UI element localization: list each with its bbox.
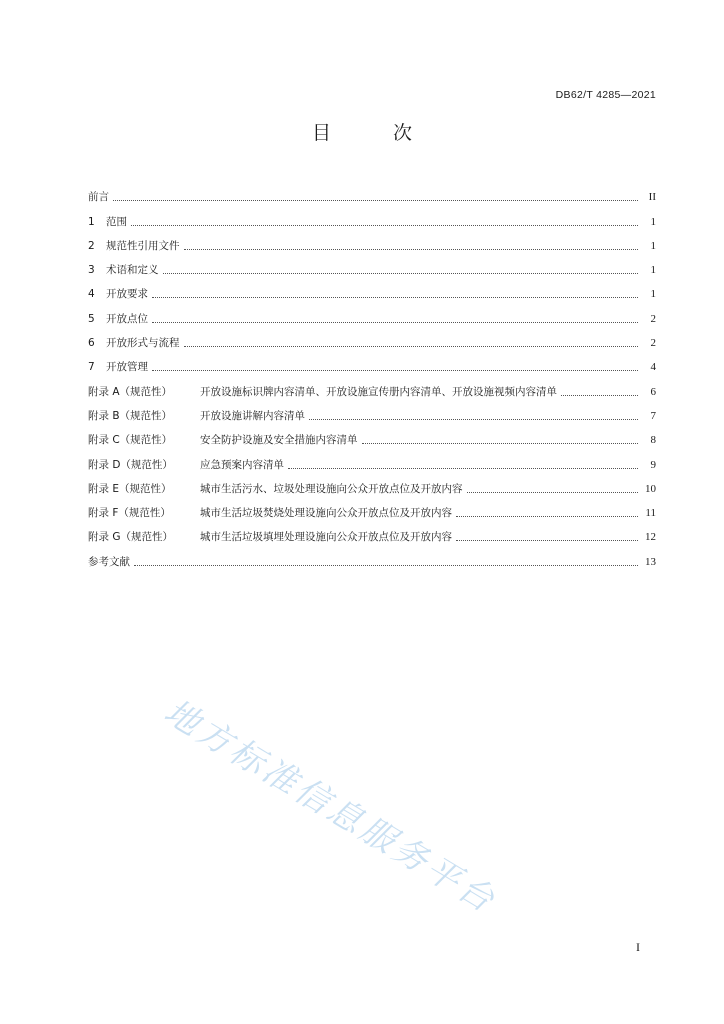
- toc-entry[interactable]: [88, 301, 656, 325]
- toc-entry[interactable]: [88, 399, 656, 423]
- toc-entry[interactable]: [88, 472, 656, 496]
- toc-entry-page: 1: [650, 215, 656, 228]
- toc-entry-page: 12: [645, 531, 656, 544]
- toc-entry-page: 11: [645, 507, 656, 520]
- toc-entry[interactable]: [88, 544, 656, 568]
- toc-entry[interactable]: [88, 520, 656, 544]
- toc-entry-label: 参考文献: [88, 555, 130, 568]
- toc-entry[interactable]: [88, 423, 656, 447]
- toc-entry-label: 附录 G（规范性）: [88, 531, 173, 544]
- toc-entry-subtitle: 城市生活垃圾填埋处理设施向公众开放点位及开放内容: [200, 531, 452, 544]
- toc-entry-subtitle: 城市生活污水、垃圾处理设施向公众开放点位及开放内容: [200, 482, 463, 495]
- toc-entry-page: 13: [645, 555, 656, 568]
- toc-entry-label: 开放点位: [106, 312, 148, 325]
- toc-dot-leader: [163, 273, 639, 274]
- toc-dot-leader: [561, 395, 638, 396]
- toc-dot-leader: [467, 492, 639, 493]
- toc-entry-number: 7: [88, 361, 95, 374]
- toc-entry-number: 1: [88, 215, 95, 228]
- toc-entry-subtitle: 安全防护设施及安全措施内容清单: [200, 434, 358, 447]
- toc-entry-label: 规范性引用文件: [106, 239, 180, 252]
- toc-entry-label: 附录 A（规范性）: [88, 385, 173, 398]
- toc-entry[interactable]: [88, 204, 656, 228]
- toc-dot-leader: [131, 225, 638, 226]
- toc-entry-label: 前言: [88, 191, 109, 204]
- toc-entry-page: 1: [650, 239, 656, 252]
- toc-entry-label: 附录 E（规范性）: [88, 482, 172, 495]
- toc-entry-subtitle: 城市生活垃圾焚烧处理设施向公众开放点位及开放内容: [200, 507, 452, 520]
- toc-entry-label: 附录 B（规范性）: [88, 409, 173, 422]
- toc-entry-page: 2: [650, 337, 656, 350]
- table-of-contents: [88, 180, 656, 569]
- toc-entry-page: 6: [650, 385, 656, 398]
- toc-entry-page: 1: [650, 288, 656, 301]
- toc-entry-page: 2: [650, 312, 656, 325]
- toc-entry[interactable]: [88, 350, 656, 374]
- toc-entry[interactable]: [88, 374, 656, 398]
- toc-entry[interactable]: [88, 326, 656, 350]
- watermark: 地方标准信息服务平台: [157, 691, 504, 922]
- toc-entry-subtitle: 应急预案内容清单: [200, 458, 284, 471]
- toc-dot-leader: [456, 540, 638, 541]
- toc-dot-leader: [152, 322, 638, 323]
- toc-entry-label: 范围: [106, 215, 127, 228]
- toc-entry-number: 4: [88, 288, 95, 301]
- toc-entry-subtitle: 开放设施标识牌内容清单、开放设施宣传册内容清单、开放设施视频内容清单: [200, 385, 557, 398]
- toc-entry-label: 附录 F（规范性）: [88, 507, 171, 520]
- toc-entry-page: II: [648, 191, 656, 204]
- toc-entry[interactable]: [88, 447, 656, 471]
- toc-entry-subtitle: 开放设施讲解内容清单: [200, 409, 305, 422]
- page-number: I: [636, 940, 640, 954]
- toc-entry[interactable]: [88, 253, 656, 277]
- toc-entry[interactable]: [88, 496, 656, 520]
- toc-entry-label: 附录 D（规范性）: [88, 458, 173, 471]
- toc-entry-label: 开放管理: [106, 361, 148, 374]
- toc-entry[interactable]: [88, 180, 656, 204]
- toc-entry-page: 9: [650, 458, 656, 471]
- toc-entry-page: 1: [650, 264, 656, 277]
- toc-entry[interactable]: [88, 229, 656, 253]
- toc-entry-number: 5: [88, 312, 95, 325]
- toc-entry-page: 8: [650, 434, 656, 447]
- toc-entry-number: 2: [88, 239, 95, 252]
- toc-entry-page: 7: [650, 409, 656, 422]
- page-title: 目 次: [311, 122, 441, 144]
- toc-dot-leader: [134, 565, 638, 566]
- toc-entry-page: 10: [645, 482, 656, 495]
- toc-dot-leader: [184, 249, 639, 250]
- toc-dot-leader: [113, 200, 638, 201]
- toc-dot-leader: [362, 443, 639, 444]
- toc-dot-leader: [288, 468, 638, 469]
- toc-entry-label: 附录 C（规范性）: [88, 434, 173, 447]
- toc-entry[interactable]: [88, 277, 656, 301]
- toc-dot-leader: [184, 346, 639, 347]
- toc-entry-number: 6: [88, 337, 95, 350]
- toc-entry-label: 开放要求: [106, 288, 148, 301]
- toc-dot-leader: [152, 297, 638, 298]
- toc-dot-leader: [456, 516, 638, 517]
- toc-entry-page: 4: [650, 361, 656, 374]
- toc-entry-label: 术语和定义: [106, 264, 159, 277]
- toc-dot-leader: [309, 419, 638, 420]
- toc-entry-label: 开放形式与流程: [106, 337, 180, 350]
- toc-entry-number: 3: [88, 264, 95, 277]
- toc-dot-leader: [152, 370, 638, 371]
- document-code: DB62/T 4285—2021: [555, 89, 656, 101]
